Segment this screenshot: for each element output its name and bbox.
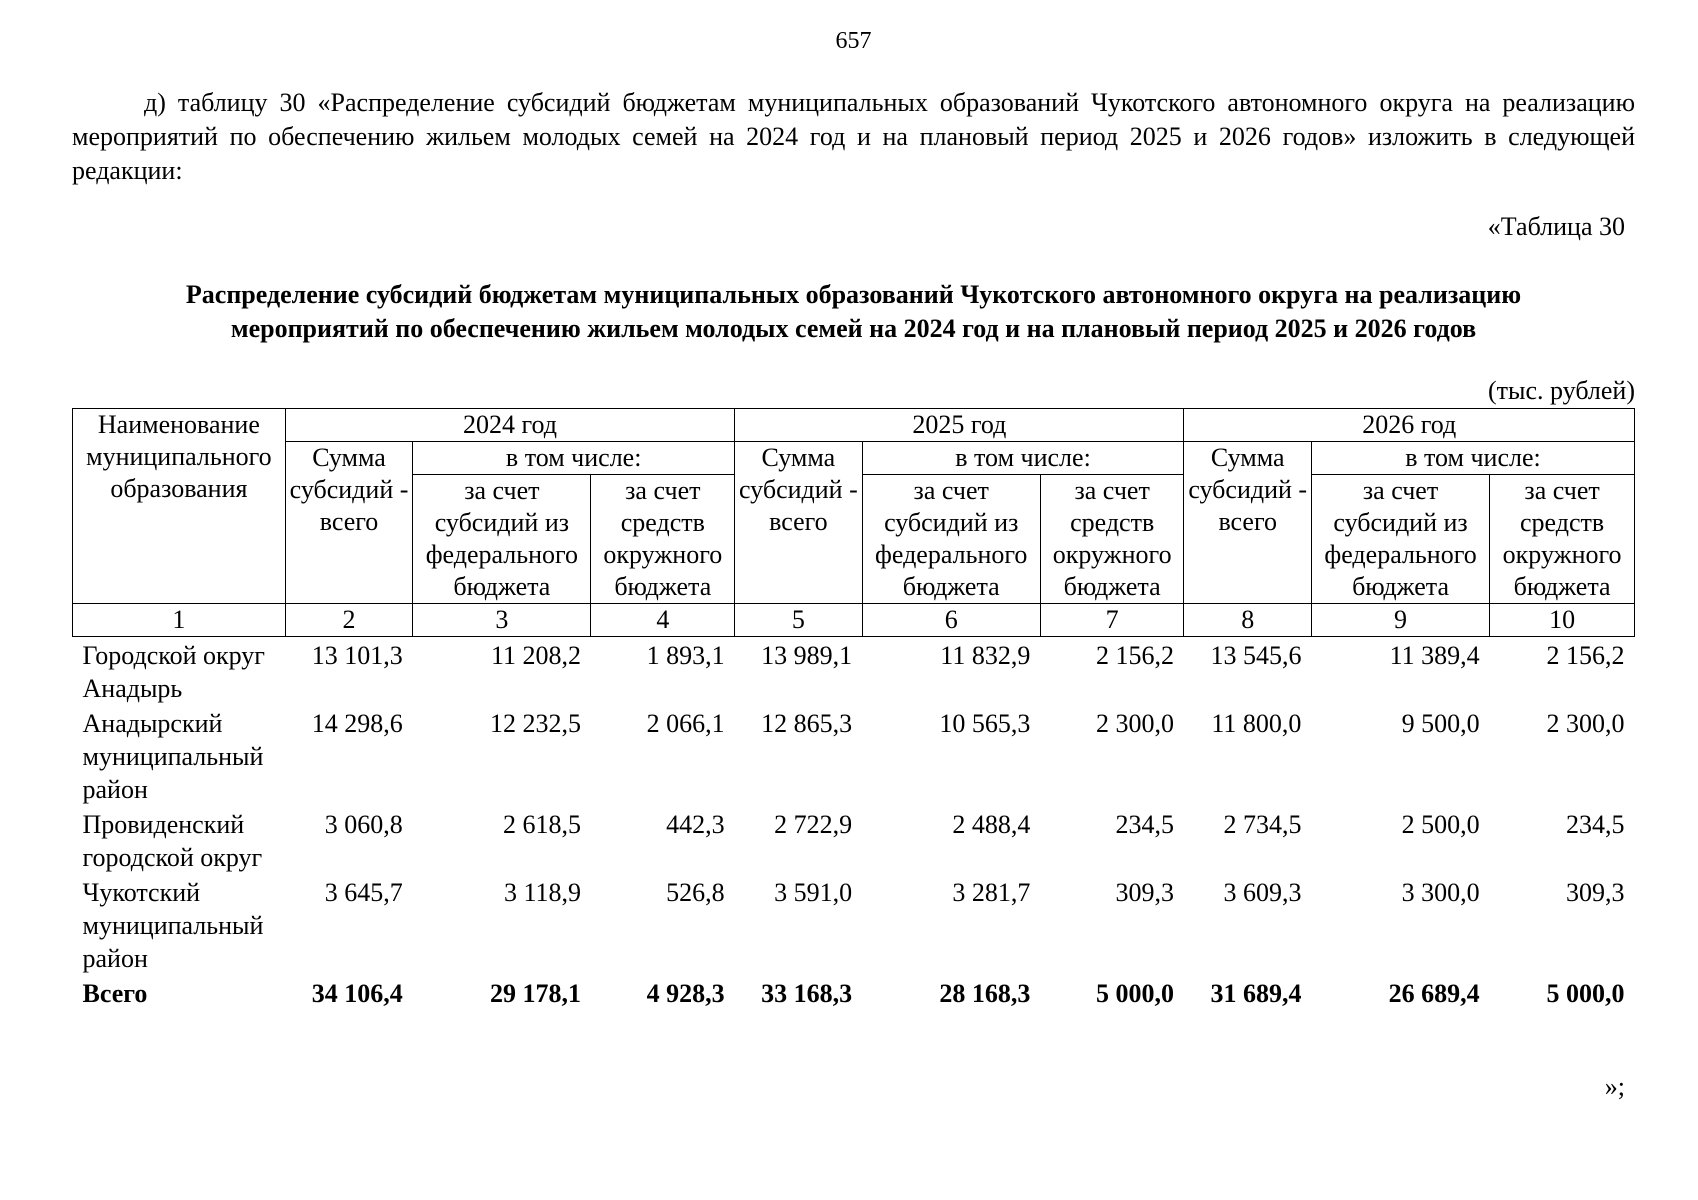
total-cell: 29 178,1 <box>489 979 581 1008</box>
table-cell: 1 893,1 <box>646 641 725 670</box>
total-cell: 26 689,4 <box>1388 979 1480 1008</box>
table-cell: 12 232,5 <box>489 709 581 738</box>
table-cell: 3 060,8 <box>324 810 403 839</box>
table-cell: 2 066,1 <box>646 709 725 738</box>
total-cell: 31 689,4 <box>1210 979 1302 1008</box>
header-sum-total-2024: Сумма субсидий - всего <box>285 442 412 604</box>
table-cell: 2 156,2 <box>1546 641 1625 670</box>
page-number: 657 <box>835 28 872 54</box>
column-number: 3 <box>413 604 591 637</box>
column-number: 1 <box>73 604 286 637</box>
table-cell: 3 118,9 <box>503 878 581 907</box>
table-row <box>73 637 1635 706</box>
table-cell: 309,3 <box>1566 878 1625 907</box>
header-year-2026: 2026 год <box>1184 409 1635 442</box>
table-cell: 11 389,4 <box>1389 641 1480 670</box>
subsidy-distribution-table <box>72 408 1635 1010</box>
table-cell: 13 545,6 <box>1210 641 1302 670</box>
total-label: Всего <box>82 979 148 1008</box>
total-cell: 5 000,0 <box>1095 979 1174 1008</box>
header-including-2024: в том числе: <box>413 442 735 475</box>
table-cell: 234,5 <box>1115 810 1174 839</box>
table-title-line-1: Распределение субсидий бюджетам муниципальных образований Чукотского автономного округа на реализацию <box>185 280 1522 309</box>
table-cell: 13 101,3 <box>311 641 403 670</box>
table-cell: 234,5 <box>1566 810 1625 839</box>
table-cell: 10 565,3 <box>939 709 1031 738</box>
total-row <box>73 975 1635 1010</box>
header-federal-2025: за счет субсидий из федерального бюджета <box>862 475 1040 604</box>
header-sum-total-2026: Сумма субсидий - всего <box>1184 442 1311 604</box>
header-name-column: Наименование муниципального образования <box>73 409 286 604</box>
header-year-2025: 2025 год <box>735 409 1184 442</box>
total-cell: 33 168,3 <box>761 979 853 1008</box>
table-cell: 11 800,0 <box>1211 709 1302 738</box>
table-cell: 2 734,5 <box>1223 810 1302 839</box>
closing-quote: »; <box>1604 1072 1625 1101</box>
total-cell: 5 000,0 <box>1546 979 1625 1008</box>
header-federal-2024: за счет субсидий из федерального бюджета <box>413 475 591 604</box>
table-row <box>73 806 1635 874</box>
header-year-2024: 2024 год <box>285 409 734 442</box>
total-cell: 34 106,4 <box>311 979 403 1008</box>
header-including-2025: в том числе: <box>862 442 1184 475</box>
header-sum-total-2025: Сумма субсидий - всего <box>735 442 862 604</box>
intro-paragraph: д) таблицу 30 «Распределение субсидий бюджетам муниципальных образований Чукотского автономного округа на реализацию мероприятий по обеспечению жильем молодых семей на 2024 год и на плановый период 2025 и 2026 годов» изложить в следующей редакции: <box>72 88 1635 185</box>
table-cell: 3 609,3 <box>1223 878 1302 907</box>
table-cell: 2 300,0 <box>1095 709 1174 738</box>
table-title-line-2: мероприятий по обеспечению жильем молодых семей на 2024 год и на плановый период 2025 и 2026 годов <box>230 314 1477 343</box>
table-cell: 2 488,4 <box>952 810 1031 839</box>
table-cell: 11 832,9 <box>940 641 1031 670</box>
row-name: Чукотский муниципальный район <box>82 878 264 973</box>
table-cell: 2 156,2 <box>1095 641 1174 670</box>
header-regional-2025: за счет средств окружного бюджета <box>1040 475 1184 604</box>
header-federal-2026: за счет субсидий из федерального бюджета <box>1311 475 1489 604</box>
row-name: Анадырский муниципальный район <box>82 709 264 804</box>
table-cell: 13 989,1 <box>761 641 853 670</box>
table-cell: 3 300,0 <box>1401 878 1480 907</box>
row-name: Провиденский городской округ <box>82 810 263 872</box>
column-number: 9 <box>1311 604 1489 637</box>
table-title <box>72 278 1635 346</box>
column-number: 8 <box>1184 604 1311 637</box>
table-cell: 526,8 <box>666 878 725 907</box>
table-row <box>73 705 1635 806</box>
table-cell: 2 500,0 <box>1401 810 1480 839</box>
column-number: 6 <box>862 604 1040 637</box>
column-number: 10 <box>1490 604 1635 637</box>
table-cell: 3 591,0 <box>774 878 853 907</box>
table-cell: 2 300,0 <box>1546 709 1625 738</box>
total-cell: 4 928,3 <box>646 979 725 1008</box>
header-including-2026: в том числе: <box>1311 442 1634 475</box>
table-cell: 14 298,6 <box>311 709 403 738</box>
table-cell: 11 208,2 <box>490 641 581 670</box>
column-number: 2 <box>285 604 412 637</box>
total-cell: 28 168,3 <box>939 979 1031 1008</box>
column-number: 7 <box>1040 604 1184 637</box>
table-cell: 309,3 <box>1115 878 1174 907</box>
table-cell: 2 722,9 <box>774 810 853 839</box>
table-label: «Таблица 30 <box>1487 212 1625 241</box>
table-cell: 9 500,0 <box>1401 709 1480 738</box>
table-cell: 442,3 <box>666 810 725 839</box>
column-number: 4 <box>591 604 735 637</box>
table-cell: 3 645,7 <box>324 878 403 907</box>
column-number: 5 <box>735 604 862 637</box>
row-name: Городской округ Анадырь <box>82 641 265 703</box>
table-cell: 12 865,3 <box>761 709 853 738</box>
header-regional-2024: за счет средств окружного бюджета <box>591 475 735 604</box>
units-label: (тыс. рублей) <box>1487 376 1635 405</box>
header-regional-2026: за счет средств окружного бюджета <box>1490 475 1635 604</box>
table-cell: 2 618,5 <box>502 810 581 839</box>
table-cell: 3 281,7 <box>952 878 1031 907</box>
table-row <box>73 874 1635 975</box>
